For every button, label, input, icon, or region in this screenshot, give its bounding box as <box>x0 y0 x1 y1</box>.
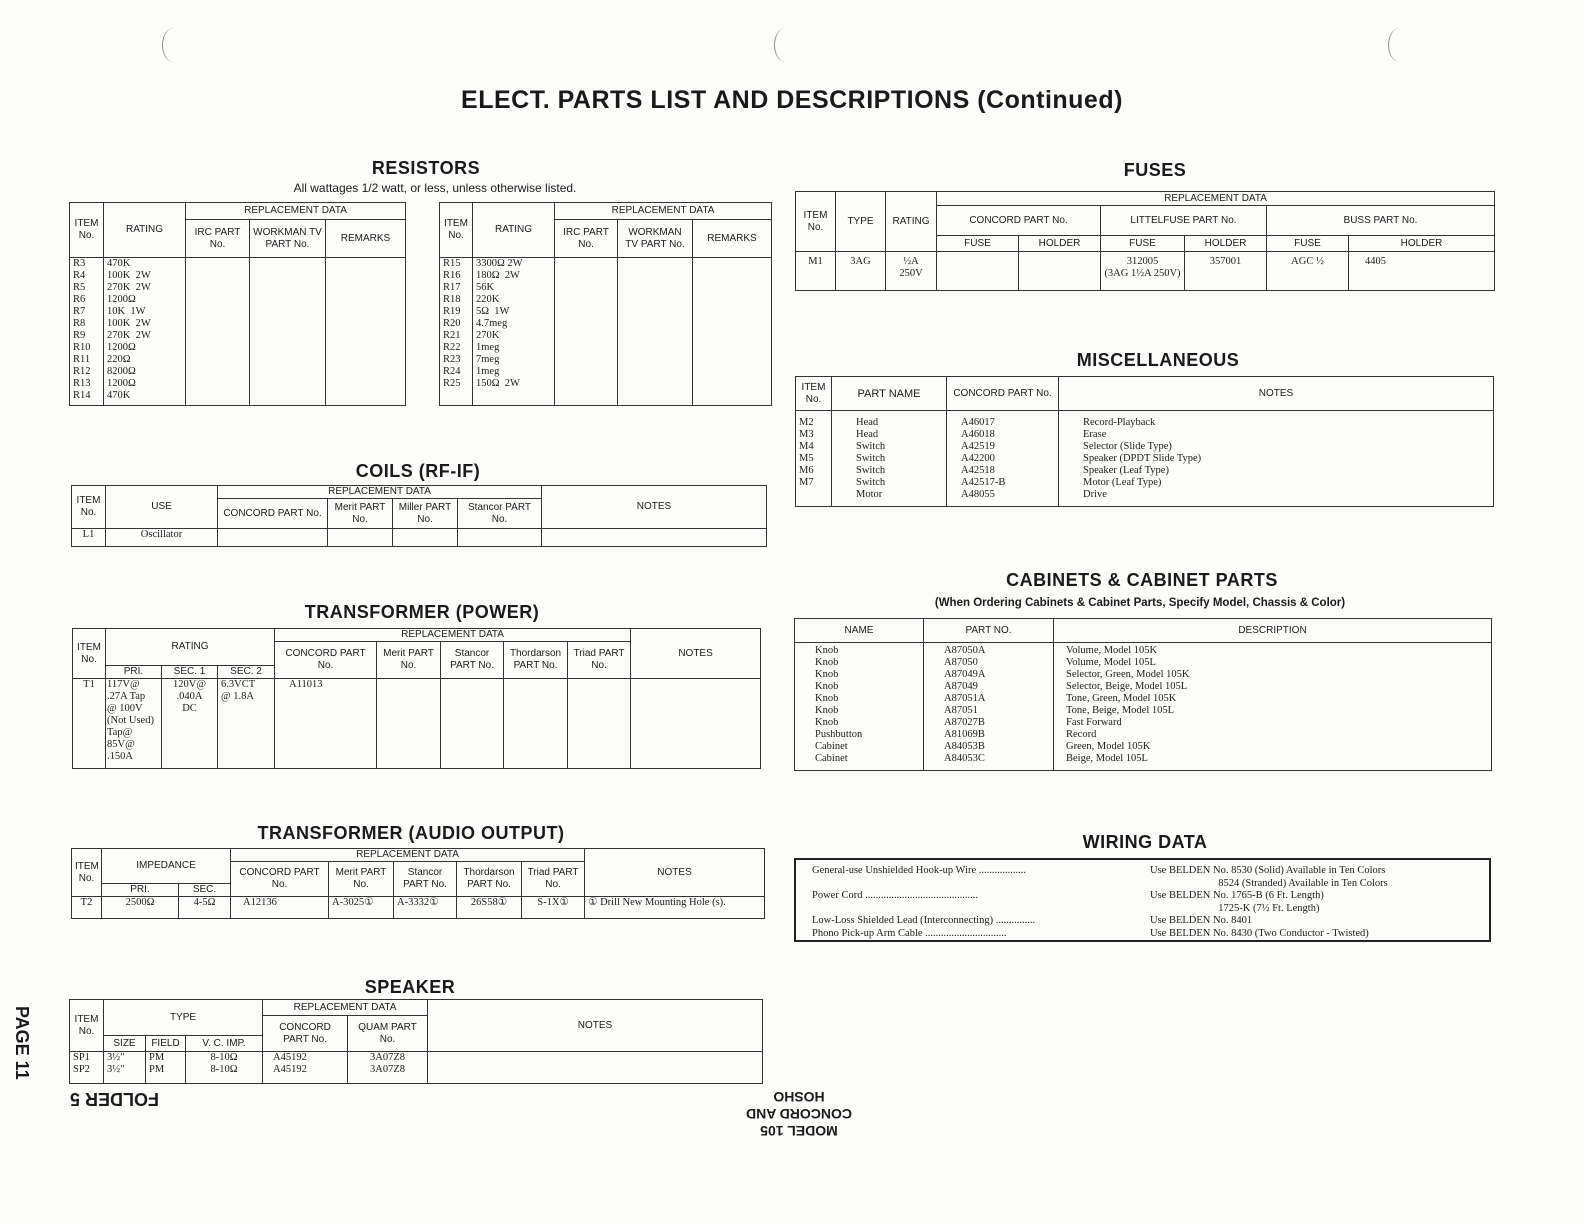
col-irc: IRC PART No. <box>186 220 250 258</box>
page-number: PAGE 11 <box>12 1006 32 1080</box>
col-size: SIZE <box>104 1036 146 1052</box>
col-item: ITEM No. <box>440 203 473 258</box>
col-concord: CONCORD PART No. <box>937 206 1101 236</box>
misc-items: M2 M3 M4 M5 M6 M7 <box>796 411 832 507</box>
col-sec2: SEC. 2 <box>218 666 275 679</box>
col-notes: NOTES <box>585 849 765 897</box>
resistors-table-left <box>69 202 406 406</box>
col-type: TYPE <box>104 1000 263 1036</box>
col-merit: Merit PART No. <box>377 642 441 679</box>
col-vc: V. C. IMP. <box>186 1036 263 1052</box>
sp-concord: A45192 <box>263 1064 348 1084</box>
t2-item: T2 <box>72 897 102 919</box>
col-item: ITEM No. <box>796 377 832 411</box>
col-triad: Triad PART No. <box>568 642 631 679</box>
t2-notes: ① Drill New Mounting Hole (s). <box>585 897 765 919</box>
col-replacement: REPLACEMENT DATA <box>218 486 542 499</box>
t1-sec2: 6.3VCT @ 1.8A <box>218 679 275 769</box>
col-use: USE <box>106 486 218 529</box>
col-notes: NOTES <box>428 1000 763 1052</box>
sp-quam: 3A07Z8 <box>348 1052 428 1065</box>
t1-item: T1 <box>73 679 106 769</box>
misc-notes: Record-Playback Erase Selector (Slide Type) Speaker (DPDT Slide Type) Speaker (Leaf Type) Motor (Leaf Type) Drive <box>1059 411 1494 507</box>
misc-names: Head Head Switch Switch Switch Switch Motor <box>832 411 947 507</box>
resistors-title: RESISTORS <box>371 158 481 178</box>
item-list: R3 R4 R5 R6 R7 R8 R9 R10 R11 R12 R13 R14 <box>70 258 104 406</box>
buss-fuse: AGC ½ <box>1267 252 1349 291</box>
misc-table <box>795 376 1494 507</box>
col-sec1: SEC. 1 <box>162 666 218 679</box>
col-notes: NOTES <box>542 486 767 529</box>
wiring-value: Use BELDEN No. 1765-B (6 Ft. Length) <box>1150 890 1324 901</box>
col-name: NAME <box>795 619 924 643</box>
transformer-power-title: TRANSFORMER (POWER) <box>304 602 540 622</box>
misc-title: MISCELLANEOUS <box>1076 350 1240 370</box>
col-replacement: REPLACEMENT DATA <box>555 203 772 220</box>
cabinet-parts: A87050A A87050 A87049A A87049 A87051A A87051 A87027B A81069B A84053B A84053C <box>924 643 1054 771</box>
col-pri: PRI. <box>106 666 162 679</box>
col-concord: CONCORD PART No. <box>947 377 1059 411</box>
col-holder: HOLDER <box>1185 236 1267 252</box>
wiring-value: Use BELDEN No. 8401 <box>1150 915 1253 926</box>
folder-label: FOLDER 5 <box>70 1089 160 1109</box>
resistors-subtitle: All wattages 1/2 watt, or less, unless otherwise listed. <box>293 181 577 195</box>
t2-concord: A12136 <box>231 897 329 919</box>
fuse-type: 3AG <box>836 252 886 291</box>
transformer-audio-table <box>71 848 765 919</box>
col-replacement: REPLACEMENT DATA <box>186 203 406 220</box>
sp-concord: A45192 <box>263 1052 348 1065</box>
cabinet-names: Knob Knob Knob Knob Knob Knob Knob Pushbutton Cabinet Cabinet <box>795 643 924 771</box>
binder-hole-mark <box>774 28 797 62</box>
col-fuse: FUSE <box>937 236 1019 252</box>
list-item <box>812 878 1473 891</box>
wiring-box <box>794 858 1491 942</box>
col-field: FIELD <box>146 1036 186 1052</box>
item-list: R15 R16 R17 R18 R19 R20 R21 R22 R23 R24 R25 <box>440 258 473 406</box>
sp-item: SP2 <box>70 1064 104 1084</box>
list-item <box>812 915 1473 928</box>
col-item: ITEM No. <box>72 486 106 529</box>
col-item: ITEM No. <box>70 1000 104 1052</box>
wiring-label: Power Cord ........................................... <box>812 890 978 901</box>
col-quam: QUAM PART No. <box>348 1016 428 1052</box>
col-replacement: REPLACEMENT DATA <box>937 192 1495 206</box>
col-irc: IRC PART No. <box>555 220 618 258</box>
col-pri: PRI. <box>102 884 179 897</box>
sp-vc: 8-10Ω <box>186 1052 263 1065</box>
rating-list: 470K 100K 2W 270K 2W 1200Ω 10K 1W 100K 2W 270K 2W 1200Ω 220Ω 8200Ω 1200Ω 470K <box>104 258 186 406</box>
wiring-label: General-use Unshielded Hook-up Wire .................. <box>812 865 1026 876</box>
col-replacement: REPLACEMENT DATA <box>275 629 631 642</box>
col-miller: Miller PART No. <box>393 499 458 529</box>
col-stancor: Stancor PART No. <box>441 642 504 679</box>
col-impedance: IMPEDANCE <box>102 849 231 884</box>
fuses-table <box>795 191 1495 291</box>
col-thordarson: Thordarson PART No. <box>504 642 568 679</box>
col-holder: HOLDER <box>1019 236 1101 252</box>
col-notes: NOTES <box>1059 377 1494 411</box>
col-concord: CONCORD PART No. <box>231 862 329 897</box>
col-workman: WORKMAN TV PART No. <box>250 220 326 258</box>
fuse-rating: ½A 250V <box>886 252 937 291</box>
binder-hole-mark <box>162 28 185 62</box>
list-item <box>812 865 1473 878</box>
t2-pri: 2500Ω <box>102 897 179 919</box>
col-concord: CONCORD PART No. <box>218 499 328 529</box>
model-number: MODEL 105 <box>760 1123 838 1139</box>
col-part-no: PART NO. <box>924 619 1054 643</box>
col-fuse: FUSE <box>1267 236 1349 252</box>
sp-item: SP1 <box>70 1052 104 1065</box>
wiring-label: Phono Pick-up Arm Cable ............................... <box>812 927 1007 939</box>
wiring-value: Use BELDEN No. 8530 (Solid) Available in Ten Colors <box>1150 865 1386 876</box>
wiring-value: 8524 (Stranded) Available in Ten Colors <box>1150 877 1388 889</box>
wiring-label <box>812 903 1150 916</box>
t1-sec1: 120V@ .040A DC <box>162 679 218 769</box>
col-merit: Merit PART No. <box>329 862 394 897</box>
col-workman: WORKMAN TV PART No. <box>618 220 693 258</box>
col-item: ITEM No. <box>796 192 836 252</box>
lf-fuse: 312005 (3AG 1½A 250V) <box>1101 252 1185 291</box>
t2-stancor: A-3332① <box>394 897 457 919</box>
sp-field: PM <box>146 1052 186 1065</box>
speaker-table <box>69 999 763 1084</box>
col-type: TYPE <box>836 192 886 252</box>
table-row <box>70 1064 763 1084</box>
t2-merit: A-3025① <box>329 897 394 919</box>
binder-hole-mark <box>1388 28 1411 62</box>
col-concord: CONCORD PART No. <box>275 642 377 679</box>
lf-holder: 357001 <box>1185 252 1267 291</box>
coils-title: COILS (RF-IF) <box>355 461 481 481</box>
col-triad: Triad PART No. <box>522 862 585 897</box>
col-fuse: FUSE <box>1101 236 1185 252</box>
t2-sec: 4-5Ω <box>179 897 231 919</box>
t2-thordarson: 26S58① <box>457 897 522 919</box>
col-rating: RATING <box>104 203 186 258</box>
page-title: ELECT. PARTS LIST AND DESCRIPTIONS (Continued) <box>461 86 1123 114</box>
col-buss: BUSS PART No. <box>1267 206 1495 236</box>
col-replacement: REPLACEMENT DATA <box>231 849 585 862</box>
resistors-table-right <box>439 202 772 406</box>
transformer-power-table <box>72 628 761 769</box>
col-littelfuse: LITTELFUSE PART No. <box>1101 206 1267 236</box>
cabinets-title: CABINETS & CABINET PARTS <box>1006 570 1278 590</box>
col-description: DESCRIPTION <box>1054 619 1492 643</box>
col-merit: Merit PART No. <box>328 499 393 529</box>
model-label <box>724 1088 874 1139</box>
cabinets-table <box>794 618 1492 771</box>
sp-vc: 8-10Ω <box>186 1064 263 1084</box>
col-notes: NOTES <box>631 629 761 679</box>
list-item <box>812 903 1473 916</box>
cabinets-subtitle: (When Ordering Cabinets & Cabinet Parts, Specify Model, Chassis & Color) <box>934 597 1346 609</box>
wiring-title: WIRING DATA <box>1082 832 1208 852</box>
coil-item: L1 <box>72 529 106 547</box>
col-rating: RATING <box>886 192 937 252</box>
col-remarks: REMARKS <box>326 220 406 258</box>
col-item: ITEM No. <box>73 629 106 679</box>
wiring-value: Use BELDEN No. 8430 (Two Conductor - Twisted) <box>1150 927 1369 939</box>
col-rating: RATING <box>106 629 275 666</box>
wiring-label <box>812 878 1150 891</box>
sp-size: 3½" <box>104 1052 146 1065</box>
col-sec: SEC. <box>179 884 231 897</box>
coil-use: Oscillator <box>106 529 218 547</box>
speaker-title: SPEAKER <box>364 977 456 997</box>
list-item <box>812 928 1473 941</box>
coils-table <box>71 485 767 547</box>
fuse-item: M1 <box>796 252 836 291</box>
col-stancor: Stancor PART No. <box>458 499 542 529</box>
col-concord: CONCORD PART No. <box>263 1016 348 1052</box>
rating-list: 3300Ω 2W 180Ω 2W 56K 220K 5Ω 1W 4.7meg 270K 1meg 7meg 1meg 150Ω 2W <box>473 258 555 406</box>
col-item: ITEM No. <box>72 849 102 897</box>
fuses-title: FUSES <box>1123 160 1187 180</box>
col-thordarson: Thordarson PART No. <box>457 862 522 897</box>
t2-triad: S-1X① <box>522 897 585 919</box>
col-replacement: REPLACEMENT DATA <box>263 1000 428 1016</box>
wiring-label: Low-Loss Shielded Lead (Interconnecting) ............... <box>812 915 1036 926</box>
sp-quam: 3A07Z8 <box>348 1064 428 1084</box>
col-item: ITEM No. <box>70 203 104 258</box>
buss-holder: 4405 <box>1349 252 1495 291</box>
cabinet-descs: Volume, Model 105K Volume, Model 105L Selector, Green, Model 105K Selector, Beige, Model 105L Tone, Green, Model 105K Tone, Beige, Model 105L Fast Forward Record Green, Model 105K Beige, Model 105L <box>1054 643 1492 771</box>
col-remarks: REMARKS <box>693 220 772 258</box>
col-part-name: PART NAME <box>832 377 947 411</box>
transformer-audio-title: TRANSFORMER (AUDIO OUTPUT) <box>257 823 565 843</box>
t1-pri: 117V@ .27A Tap @ 100V (Not Used) Tap@ 85V@ .150A <box>106 679 162 769</box>
table-row <box>70 1052 763 1065</box>
sp-field: PM <box>146 1064 186 1084</box>
sp-size: 3½" <box>104 1064 146 1084</box>
maker-name: CONCORD AND HOSHO <box>745 1089 853 1122</box>
col-stancor: Stancor PART No. <box>394 862 457 897</box>
misc-parts: A46017 A46018 A42519 A42200 A42518 A42517-B A48055 <box>947 411 1059 507</box>
list-item <box>812 890 1473 903</box>
t1-concord: A11013 <box>275 679 377 769</box>
wiring-value: 1725-K (7½ Ft. Length) <box>1150 902 1320 914</box>
col-holder: HOLDER <box>1349 236 1495 252</box>
col-rating: RATING <box>473 203 555 258</box>
